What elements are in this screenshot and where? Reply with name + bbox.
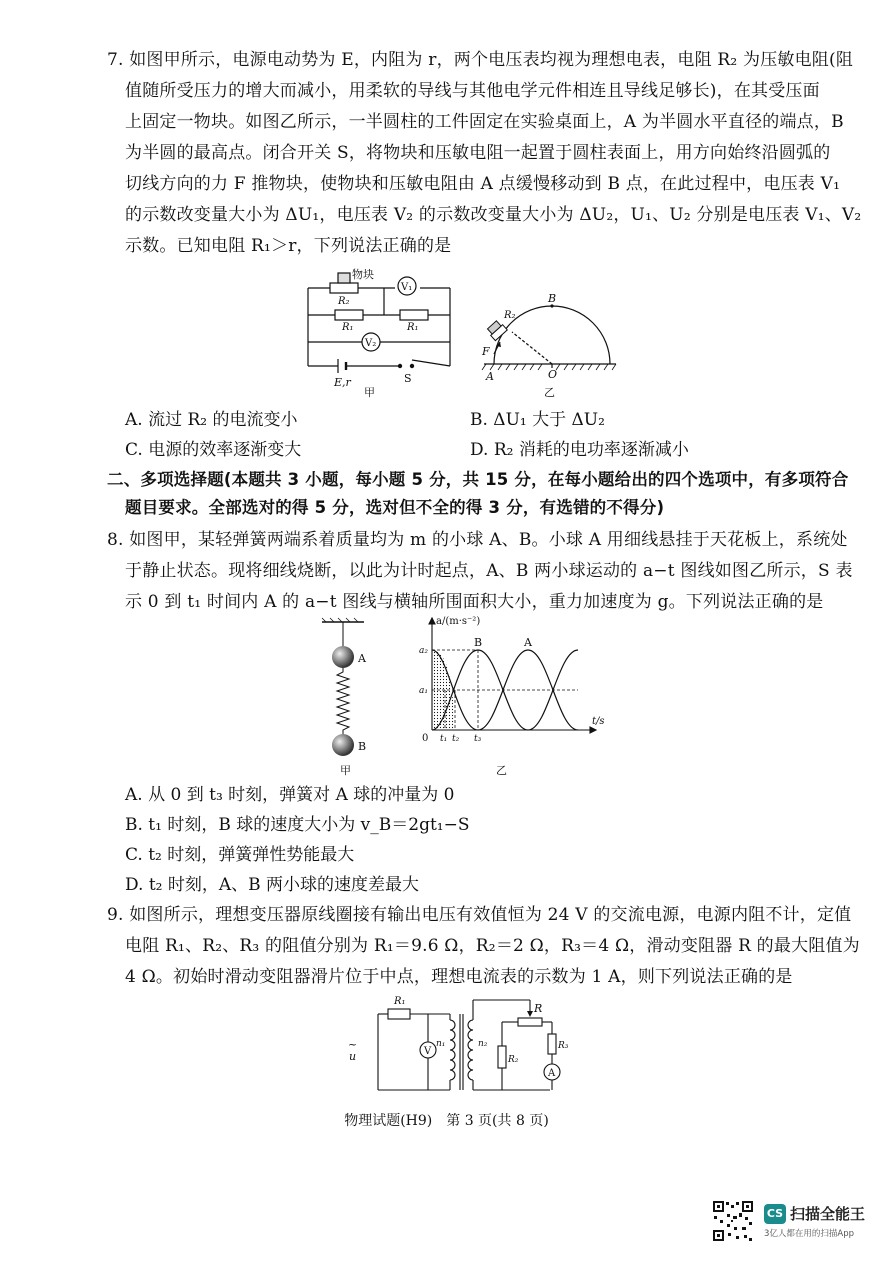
q8-at-graph [418, 612, 608, 782]
page-footer: 物理试题(H9) 第 3 页(共 8 页) [344, 1113, 549, 1129]
q8-line: 示 0 到 t₁ 时间内 A 的 a−t 图线与横轴所围面积大小，重力加速度为 g。下列说法正确的是 [125, 592, 824, 612]
q7-line: 的示数改变量大小为 ΔU₁，电压表 V₂ 的示数改变量大小为 ΔU₂，U₁、U₂ 分别是电压表 V₁、V₂ [125, 205, 862, 225]
q9-transformer-figure [340, 990, 580, 1100]
fig-caption-yi: 乙 [496, 764, 507, 777]
point-b-label: B [548, 292, 557, 305]
q7-option-d[interactable]: D. R₂ 消耗的电功率逐渐减小 [470, 440, 689, 460]
q7-line: 示数。已知电阻 R₁＞r，下列说法正确的是 [125, 236, 452, 256]
scanner-app-name: 扫描全能王 [790, 1205, 866, 1223]
curve-b-label: B [474, 636, 483, 649]
r2-label: R₂ [338, 296, 350, 307]
q7-semicircle-figure [480, 292, 620, 402]
section-heading-cont: 题目要求。全部选对的得 5 分，选对但不全的得 3 分，有选错的不得分) [125, 498, 665, 517]
force-f-label: F [482, 345, 490, 358]
source-u-label: u [349, 1050, 357, 1063]
switch-label: S [404, 372, 412, 385]
q7-option-a[interactable]: A. 流过 R₂ 的电流变小 [125, 410, 298, 430]
r2-label: R₂ [504, 310, 516, 321]
tick-t3: t₃ [474, 734, 482, 744]
q9-line: 电阻 R₁、R₂、R₃ 的阻值分别为 R₁＝9.6 Ω，R₂＝2 Ω，R₃＝4 Ω，滑动变阻器 R 的最大阻值为 [125, 936, 860, 956]
curve-a-label: A [524, 636, 532, 649]
fig-caption-jia: 甲 [340, 764, 351, 777]
q7-line: 为半圆的最高点。闭合开关 S，将物块和压敏电阻一起置于圆柱表面上，用方向始终沿圆弧的 [125, 143, 831, 163]
q7-option-c[interactable]: C. 电源的效率逐渐变大 [125, 440, 302, 460]
ball-b-label: B [358, 740, 367, 753]
q8-option-a[interactable]: A. 从 0 到 t₃ 时刻，弹簧对 A 球的冲量为 0 [125, 785, 455, 805]
q7-line: 切线方向的力 F 推物块，使物块和压敏电阻由 A 点缓慢移动到 B 点，在此过程中，电压表 V₁ [125, 174, 841, 194]
scanner-watermark [712, 1200, 882, 1248]
q9-line: 4 Ω。初始时滑动变阻器滑片位于中点，理想电流表的示数为 1 A，则下列说法正确的是 [125, 967, 793, 987]
block-label: 物块 [352, 268, 374, 281]
rheostat-label: R [534, 1002, 543, 1015]
origin-label: 0 [422, 733, 429, 744]
qr-code-icon [712, 1200, 754, 1242]
n1-label: n₁ [436, 1039, 446, 1049]
fig-caption-jia: 甲 [364, 386, 375, 399]
r1-label-right: R₁ [407, 322, 419, 333]
scanner-tagline: 3亿人都在用的扫描App [764, 1229, 855, 1239]
tick-t1: t₁ [440, 734, 448, 744]
source-label: E,r [334, 376, 351, 389]
voltmeter-label: V [424, 1046, 432, 1057]
tick-t2: t₂ [452, 734, 460, 744]
r1-label: R₁ [394, 996, 406, 1007]
q9-line: 9. 如图所示，理想变压器原线圈接有输出电压有效值恒为 24 V 的交流电源，电源内阻不计，定值 [107, 905, 852, 925]
q7-circuit-figure [300, 268, 470, 398]
section-heading: 二、多项选择题(本题共 3 小题，每小题 5 分，共 15 分，在每小题给出的四个选项中，有多项符合 [107, 470, 849, 489]
q8-option-c[interactable]: C. t₂ 时刻，弹簧弹性势能最大 [125, 845, 355, 865]
point-a-label: A [486, 370, 494, 383]
q7-line: 值随所受压力的增大而减小，用柔软的导线与其他电学元件相连且导线足够长)，在其受压面 [125, 81, 820, 101]
n2-label: n₂ [478, 1039, 488, 1049]
graph-y-label: a/(m·s⁻²) [436, 616, 481, 627]
r1-label-left: R₁ [342, 322, 354, 333]
q8-spring-figure [318, 618, 378, 778]
q7-option-b[interactable]: B. ΔU₁ 大于 ΔU₂ [470, 410, 605, 430]
q8-option-b[interactable]: B. t₁ 时刻，B 球的速度大小为 v_B＝2gt₁−S [125, 815, 470, 835]
v2-label: V₂ [365, 338, 377, 349]
ammeter-label: A [548, 1068, 556, 1079]
tick-a2: a₂ [419, 646, 428, 656]
graph-x-label: t/s [592, 716, 605, 727]
q8-option-d[interactable]: D. t₂ 时刻，A、B 两小球的速度差最大 [125, 875, 420, 895]
point-o-label: O [548, 368, 558, 381]
q8-line: 8. 如图甲，某轻弹簧两端系着质量均为 m 的小球 A、B。小球 A 用细线悬挂于天花板上，系统处 [107, 530, 848, 550]
source-symbol: ~ [348, 1038, 358, 1051]
ball-a-label: A [358, 652, 366, 665]
q7-line: 上固定一物块。如图乙所示，一半圆柱的工件固定在实验桌面上，A 为半圆水平直径的端点，B [125, 112, 844, 132]
r2-label: R₂ [508, 1055, 519, 1065]
tick-a1: a₁ [419, 686, 428, 696]
q8-line: 于静止状态。现将细线烧断，以此为计时起点，A、B 两小球运动的 a−t 图线如图乙所示，S 表 [125, 561, 853, 581]
v1-label: V₁ [401, 282, 413, 293]
r3-label: R₃ [558, 1041, 569, 1051]
fig-caption-yi: 乙 [544, 386, 555, 399]
q7-line: 7. 如图甲所示，电源电动势为 E，内阻为 r，两个电压表均视为理想电表，电阻 R₂ 为压敏电阻(阻 [107, 50, 854, 70]
scanner-logo: CS [764, 1204, 786, 1224]
